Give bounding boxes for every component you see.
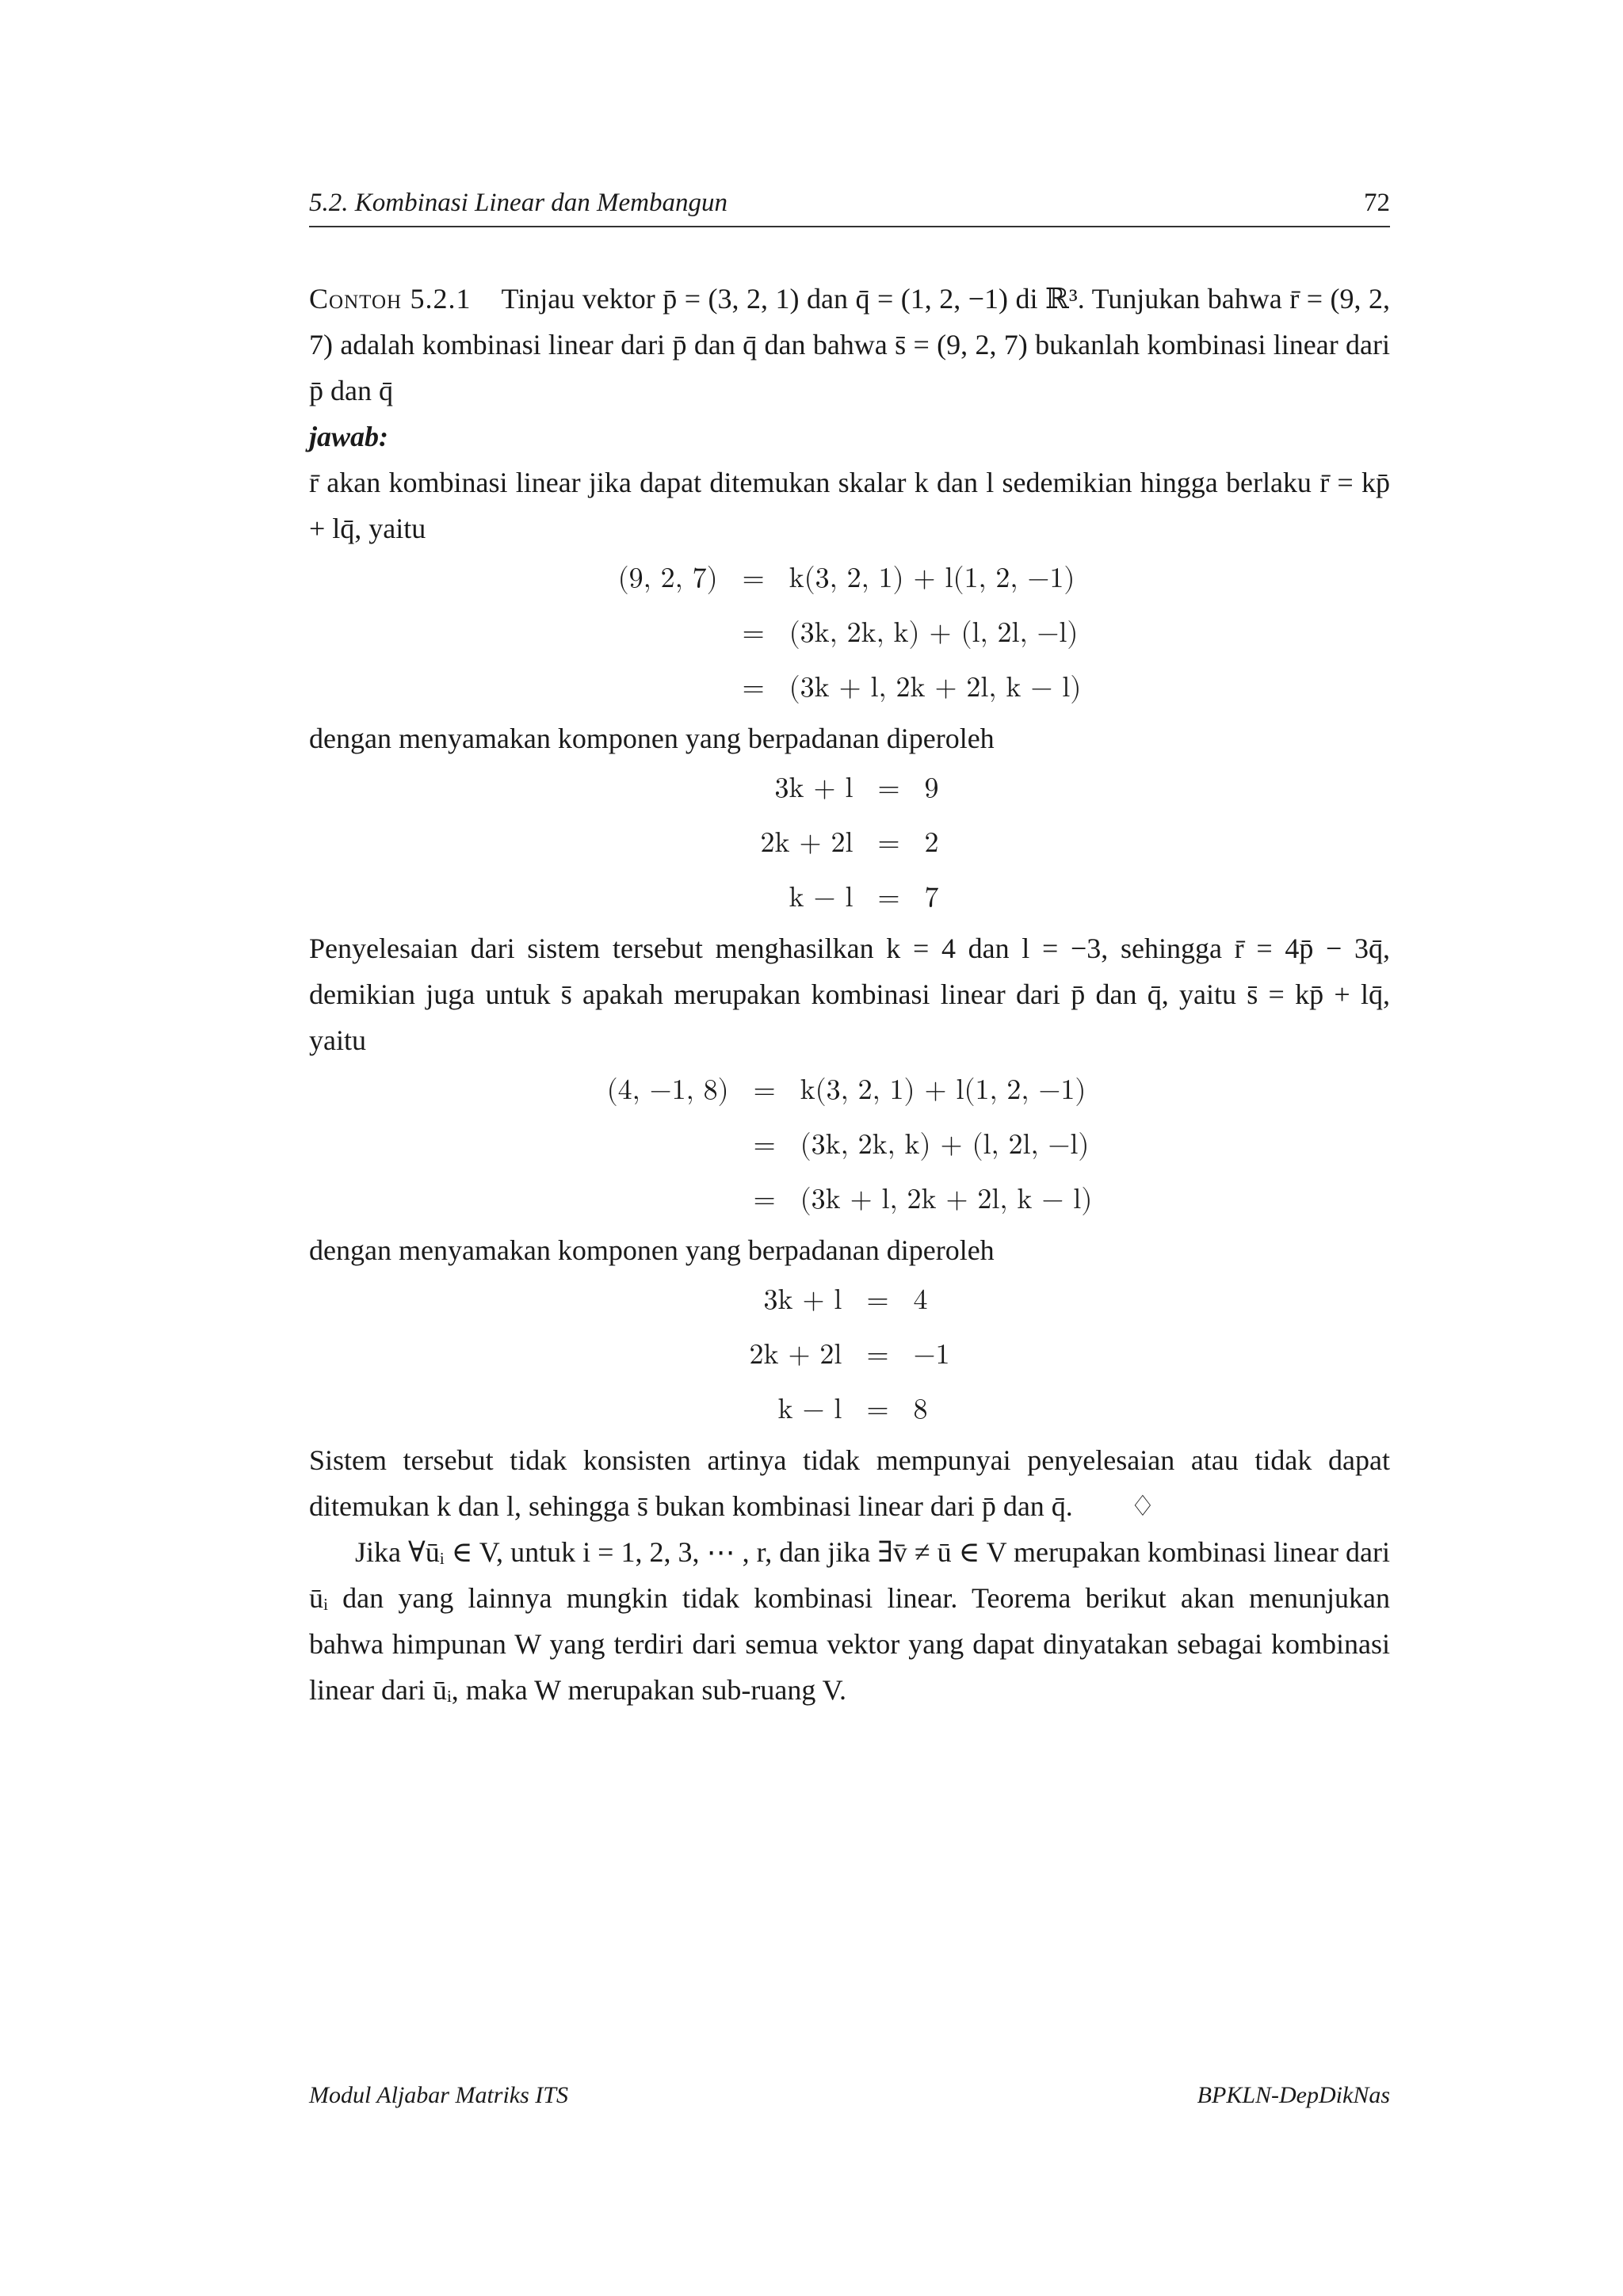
- equation-rhs: k(3, 2, 1) + l(1, 2, −1): [789, 564, 1075, 593]
- equation-row: [618, 661, 1082, 715]
- system-row: [761, 871, 939, 925]
- example-label: Contoh 5.2.1: [309, 283, 472, 315]
- compare-text: dengan menyamakan komponen yang berpadanan diperoleh: [309, 1234, 995, 1266]
- equation-operator: =: [742, 564, 765, 593]
- equation-lhs: [618, 606, 718, 661]
- answer-label: jawab:: [309, 421, 389, 452]
- equation-rhs: (3k + l, 2k + 2l, k − l): [789, 673, 1082, 702]
- page-number: 72: [1364, 189, 1390, 217]
- equation-rhs: (3k, 2k, k) + (l, 2l, −l): [789, 619, 1079, 647]
- equation-lhs: [607, 1118, 729, 1173]
- footer-right: BPKLN-DepDikNas: [1197, 2082, 1390, 2108]
- system-operator: =: [866, 1341, 889, 1369]
- system-lhs: 2k + 2l: [749, 1341, 842, 1369]
- equation-lhs: (9, 2, 7): [617, 564, 718, 593]
- system-rhs: 8: [913, 1395, 928, 1424]
- equation-operator: =: [753, 1185, 776, 1214]
- system-rhs: 9: [924, 774, 939, 803]
- equation-array-s: [607, 1063, 1093, 1227]
- system-rhs: 2: [924, 829, 939, 857]
- equation-lhs: (4, −1, 8): [606, 1076, 729, 1104]
- equation-row: [607, 1173, 1093, 1227]
- page-footer: [309, 2082, 1390, 2109]
- system-lhs: 3k + l: [774, 774, 854, 803]
- system-operator: =: [866, 1395, 889, 1424]
- system-lhs: 2k + 2l: [760, 829, 854, 857]
- section-title: 5.2. Kombinasi Linear dan Membangun: [309, 189, 727, 217]
- running-header: [309, 189, 1390, 227]
- equation-row: [618, 551, 1082, 606]
- system-rhs: 4: [913, 1286, 928, 1314]
- example-text: Tinjau vektor p̄ = (3, 2, 1) dan q̄ = (1, 2, −1) di ℝ³. Tunjukan bahwa r̄ = (9, 2, 7) adalah kombinasi linear dari p̄ dan q̄ dan bahwa s̄ = (9, 2, 7) bukanlah kombinasi linear dari p̄ dan q̄: [309, 283, 1390, 406]
- equation-lhs: [607, 1173, 729, 1227]
- linear-system-1: [761, 761, 939, 925]
- system-row: [761, 816, 939, 871]
- system-lhs: k − l: [777, 1395, 842, 1424]
- system-operator: =: [866, 1286, 889, 1314]
- page-body: [309, 276, 1390, 1713]
- equation-operator: =: [753, 1131, 776, 1159]
- footer-left: Modul Aljabar Matriks ITS: [309, 2082, 568, 2108]
- system-row: [750, 1328, 950, 1383]
- system-operator: =: [877, 774, 900, 803]
- linear-system-2: [750, 1273, 950, 1437]
- equation-array-r: [618, 551, 1082, 715]
- equation-rhs: k(3, 2, 1) + l(1, 2, −1): [800, 1076, 1086, 1104]
- equation-row: [607, 1063, 1093, 1118]
- equation-operator: =: [742, 673, 765, 702]
- system-rhs: 7: [924, 883, 939, 912]
- end-of-example-mark: ♢: [1129, 1490, 1156, 1522]
- example-statement: [309, 276, 1390, 414]
- system-lhs: 3k + l: [763, 1286, 842, 1314]
- system-operator: =: [877, 883, 900, 912]
- system-lhs: k − l: [789, 883, 854, 912]
- system-operator: =: [877, 829, 900, 857]
- system-row: [750, 1273, 950, 1328]
- equation-operator: =: [742, 619, 765, 647]
- answer-intro: r̄ akan kombinasi linear jika dapat ditemukan skalar k dan l sedemikian hingga berlaku r̄ = kp̄ + lq̄, yaitu: [309, 467, 1390, 544]
- conclusion-text: Sistem tersebut tidak konsisten artinya tidak mempunyai penyelesaian atau tidak dapat ditemukan k dan l, sehingga s̄ bukan kombinasi linear dari p̄ dan q̄.: [309, 1444, 1390, 1522]
- equation-row: [607, 1118, 1093, 1173]
- equation-rhs: (3k + l, 2k + 2l, k − l): [800, 1185, 1093, 1214]
- solution-paragraph: Penyelesaian dari sistem tersebut menghasilkan k = 4 dan l = −3, sehingga r̄ = 4p̄ − 3q̄, demikian juga untuk s̄ apakah merupakan kombinasi linear dari p̄ dan q̄, yaitu s̄ = kp̄ + lq̄, yaitu: [309, 933, 1390, 1056]
- conclusion-paragraph: [309, 1437, 1390, 1529]
- equation-operator: =: [753, 1076, 776, 1104]
- closing-paragraph: Jika ∀ūᵢ ∈ V, untuk i = 1, 2, 3, ⋯ , r, dan jika ∃v̄ ≠ ū ∈ V merupakan kombinasi linear dari ūᵢ dan yang lainnya mungkin tidak kombinasi linear. Teorema berikut akan menunjukan bahwa himpunan W yang terdiri dari semua vektor yang dapat dinyatakan sebagai kombinasi linear dari ūᵢ, maka W merupakan sub-ruang V.: [309, 1536, 1390, 1706]
- system-rhs: −1: [913, 1341, 950, 1369]
- system-row: [761, 761, 939, 816]
- equation-row: [618, 606, 1082, 661]
- equation-rhs: (3k, 2k, k) + (l, 2l, −l): [800, 1131, 1090, 1159]
- compare-text: dengan menyamakan komponen yang berpadanan diperoleh: [309, 723, 995, 754]
- equation-lhs: [618, 661, 718, 715]
- system-row: [750, 1383, 950, 1437]
